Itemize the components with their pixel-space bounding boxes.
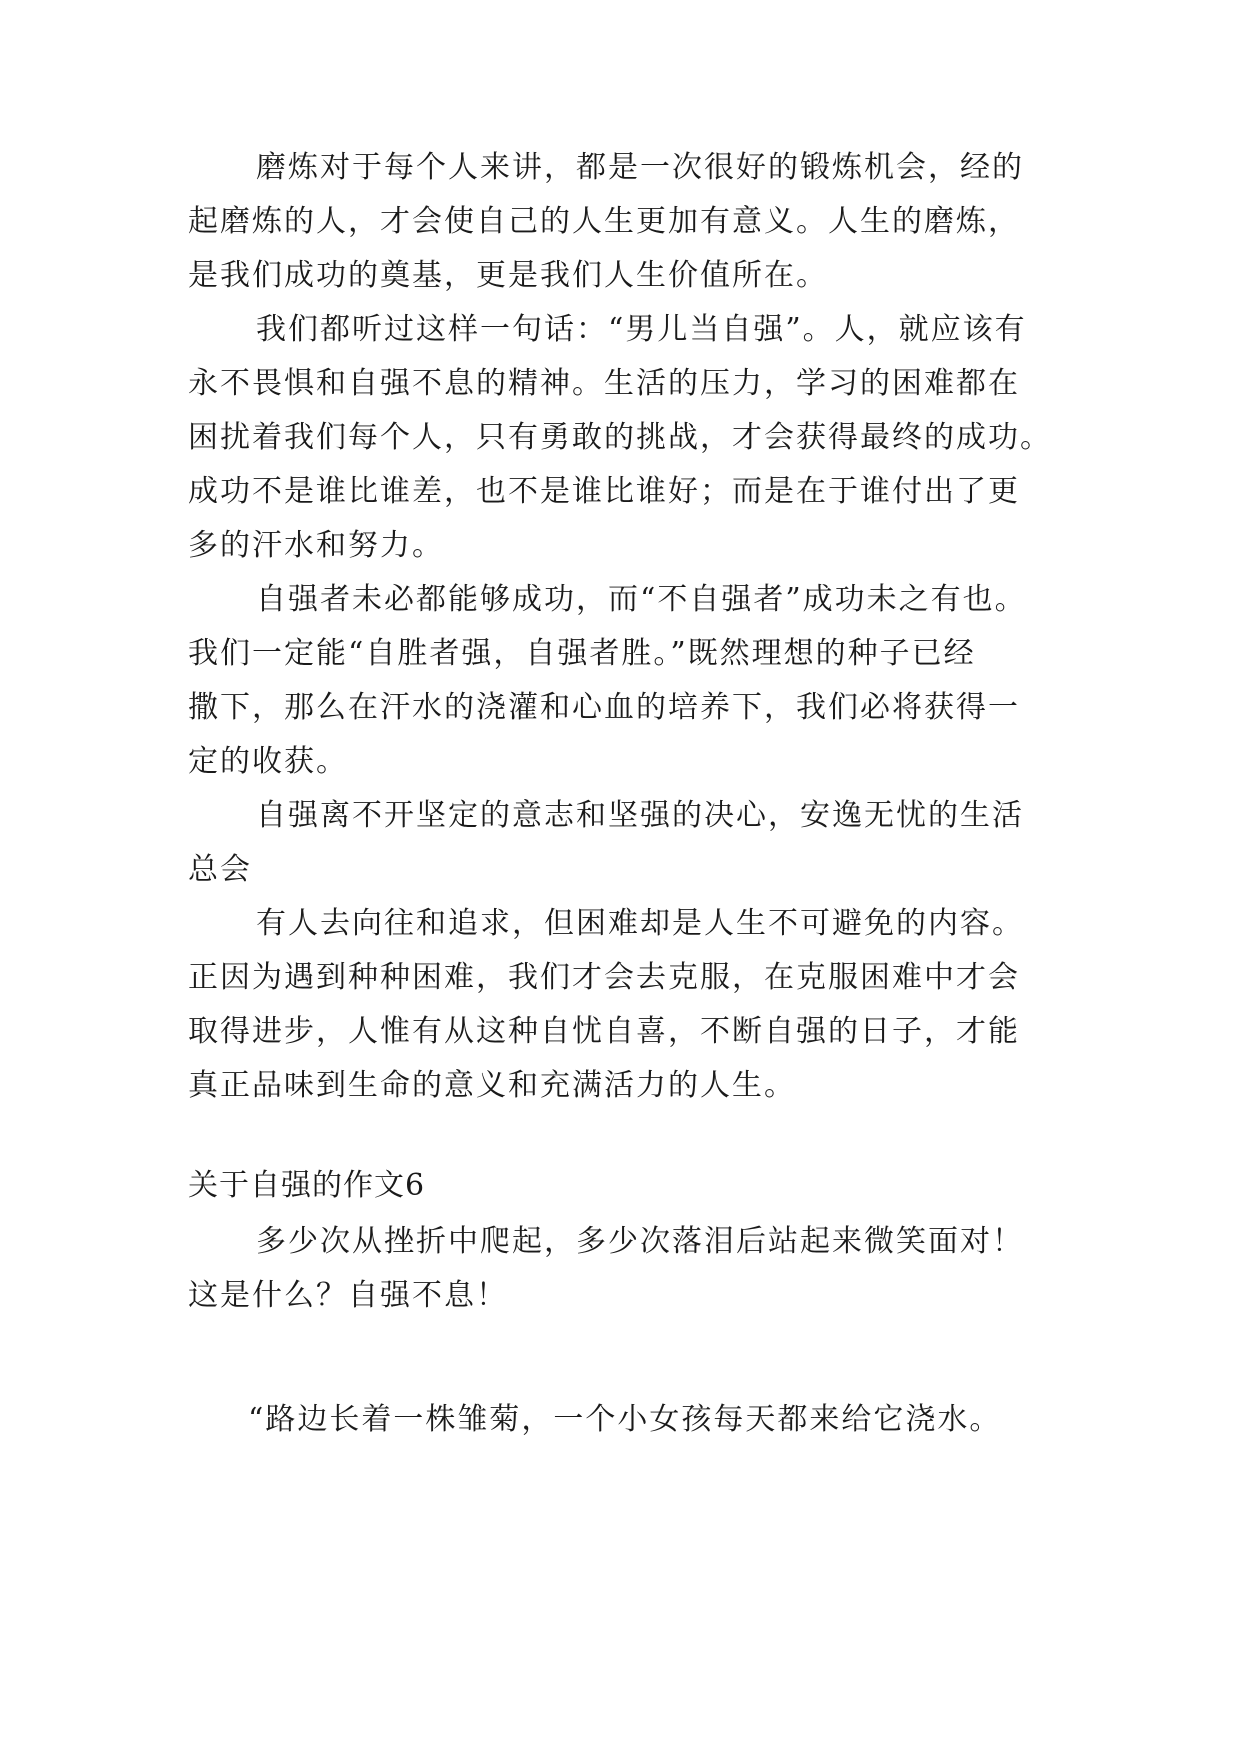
paragraph-line: 磨炼对于每个人来讲，都是一次很好的锻炼机会，经的	[256, 150, 1024, 185]
paragraph-line: 困扰着我们每个人，只有勇敢的挑战，才会获得最终的成功。	[188, 420, 1052, 455]
paragraph-line: 真正品味到生命的意义和充满活力的人生。	[188, 1068, 796, 1103]
paragraph-line: 这是什么？自强不息！	[188, 1278, 508, 1313]
paragraph-line: 多的汗水和努力。	[188, 528, 444, 563]
paragraph-line: 取得进步，人惟有从这种自忧自喜，不断自强的日子，才能	[188, 1014, 1020, 1049]
paragraph-line: 我们都听过这样一句话：“男儿当自强”。人，就应该有	[256, 312, 1027, 347]
paragraph-line: 是我们成功的奠基，更是我们人生价值所在。	[188, 258, 828, 293]
paragraph-line: 我们一定能“自胜者强，自强者胜。”既然理想的种子已经	[188, 636, 976, 671]
paragraph-line: “路边长着一株雏菊，一个小女孩每天都来给它浇水。	[248, 1402, 1002, 1437]
paragraph-line: 撒下，那么在汗水的浇灌和心血的培养下，我们必将获得一	[188, 690, 1020, 725]
paragraph-line: 总会	[188, 852, 252, 887]
section-heading: 关于自强的作文6	[188, 1168, 426, 1203]
paragraph-line: 成功不是谁比谁差，也不是谁比谁好；而是在于谁付出了更	[188, 474, 1020, 509]
paragraph-line: 永不畏惧和自强不息的精神。生活的压力，学习的困难都在	[188, 366, 1020, 401]
paragraph-line: 正因为遇到种种困难，我们才会去克服，在克服困难中才会	[188, 960, 1020, 995]
paragraph-line: 自强者未必都能够成功，而“不自强者”成功未之有也。	[256, 582, 1027, 617]
paragraph-line: 多少次从挫折中爬起，多少次落泪后站起来微笑面对！	[256, 1224, 1024, 1259]
paragraph-line: 有人去向往和追求，但困难却是人生不可避免的内容。	[256, 906, 1024, 941]
paragraph-line: 起磨炼的人，才会使自己的人生更加有意义。人生的磨炼，	[188, 204, 1020, 239]
paragraph-line: 定的收获。	[188, 744, 348, 779]
paragraph-line: 自强离不开坚定的意志和坚强的决心，安逸无忧的生活	[256, 798, 1024, 833]
